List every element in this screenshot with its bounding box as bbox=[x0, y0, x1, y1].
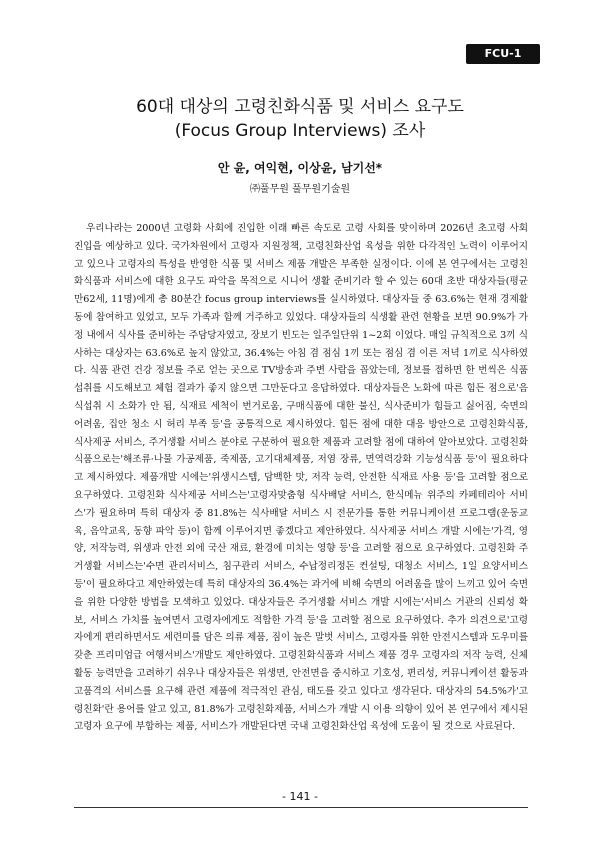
title-line-1: 60대 대상의 고령친화식품 및 서비스 요구도 bbox=[136, 97, 464, 117]
session-code-badge: FCU-1 bbox=[466, 44, 540, 64]
paper-title bbox=[0, 95, 600, 143]
abstract-paragraph: 우리나라는 2000년 고령화 사회에 진입한 이래 빠른 속도로 고령 사회를 맞이하며 2026년 초고령 사회 진입을 예상하고 있다. 국가차원에서 고령자 지원정책, 고령친화산업 육성을 위한 다각적인 노력이 이루어지고 있으나 고령자의 특성을 반영한 식품 및 서비스 제품 개발은 부족한 실정이다. 이에 본 연구에서는 고령친화식품과 서비스에 대한 요구도 파악을 목적으로 시니어 생활 준비기라 할 수 있는 60대 초반 대상자들(평균 만62세, 11명)에게 총 80분간 focus group interviews를 실시하였다. 대상자들 중 63.6%는 현재 경제활동에 참여하고 있었고, 모두 가족과 함께 거주하고 있었다. 대상자들의 식생활 관련 현황을 보면 90.9%가 가정 내에서 식사를 준비하는 주담당자였고, 장보기 빈도는 일주일단위 1~2회 이었다. 매일 규칙적으로 3끼 식사하는 대상자는 63.6%로 높지 않았고, 36.4%는 아침 겸 점심 1끼 또는 점심 겸 이른 저녁 1끼로 식사하였다. 식품 관련 건강 정보를 주로 얻는 곳으로 TV방송과 주변 사람을 꼽았는데, 정보를 접하면 한 번씩은 식품 섭취를 시도해보고 체험 결과가 좋지 않으면 그만둔다고 응답하였다. 대상자들은 노화에 따른 힘든 점으로'음식섭취 시 소화가 안 됨, 식재료 세척이 번거로움, 구매식품에 대한 불신, 식사준비가 힘들고 싫어짐, 숙면의 어려움, 집안 청소 시 허리 부족 등'을 공통적으로 제시하였다. 힘든 점에 대한 대응 방안으로 고령친화식품, 식사제공 서비스, 주거생활 서비스 분야로 구분하여 필요한 제품과 고려할 점에 대하여 알아보았다. 고령친화식품으로는'해조류·나물 가공제품, 죽제품, 고기대체제품, 저염 장류, 면역력강화 기능성식품 등'이 필요하다고 제시하였다. 제품개발 시에는'위생시스템, 담백한 맛, 저작 능력, 안전한 식재료 사용 등'을 고려할 점으로 요구하였다. 고령친화 식사제공 서비스는'고령자맞춤형 식사배달 서비스, 한식메뉴 위주의 카페테리아 서비스'가 필요하며 특히 대상자 중 81.8%는 식사배달 서비스 시 전문가를 통한 커뮤니케이션 프로그램(운동교육, 음악교육, 동향 파악 등)이 함께 이루어지면 좋겠다고 제안하였다. 식사제공 서비스 개발 시에는'가격, 영양, 저작능력, 위생과 안전 외에 국산 재료, 환경에 미치는 영향 등'을 고려할 점으로 요구하였다. 고령친화 주거생활 서비스는'수면 관리서비스, 침구관리 서비스, 수납정리정돈 컨설팅, 대청소 서비스, 1일 요양서비스 등'이 필요하다고 제안하였는데 특히 대상자의 36.4%는 과거에 비해 숙면의 어려움을 많이 느끼고 있어 숙면을 위한 다양한 방법을 모색하고 있었다. 대상자들은 주거생활 서비스 개발 시에는'서비스 거관의 신뢰성 확보, 서비스 가치를 높여면서 고령자에게도 적합한 가격 등'을 고려할 점으로 요구하였다. 추가 의견으로'고령자에게 편리하면서도 세련미를 담은 의류 제품, 짐이 높은 말벗 서비스, 고령자를 위한 안전시스템과 도우미를 갖춘 프리미엄급 여행서비스'개발도 제안하였다. 고령친화식품과 서비스 제품 경우 고령자의 저작 능력, 신체활동 능력만을 고려하기 쉬우나 대상자들은 위생면, 안전면을 중시하고 기호성, 편리성, 커뮤니케이션 활동과 고품격의 서비스를 요구해 관련 제품에 적극적인 관심, 태도를 갖고 있다고 생각된다. 대상자의 54.5%가'고령친화'란 용어를 알고 있고, 81.8%가 고령친화제품, 서비스가 개발 시 이용 의향이 있어 본 연구에서 제시된 고령자 요구에 부합하는 제품, 서비스가 개발된다면 국내 고령친화산업 육성에 도움이 될 것으로 사료된다. bbox=[74, 223, 528, 733]
author-affiliation: ㈜풀무원 풀무원기술원 bbox=[249, 184, 351, 195]
page-number: - 141 - bbox=[282, 790, 318, 803]
footer-divider bbox=[74, 807, 528, 808]
author-list: 안 윤, 여익현, 이상윤, 남기선* bbox=[217, 161, 383, 175]
abstract-body bbox=[74, 220, 528, 736]
title-line-2: (Focus Group Interviews) 조사 bbox=[174, 121, 426, 141]
